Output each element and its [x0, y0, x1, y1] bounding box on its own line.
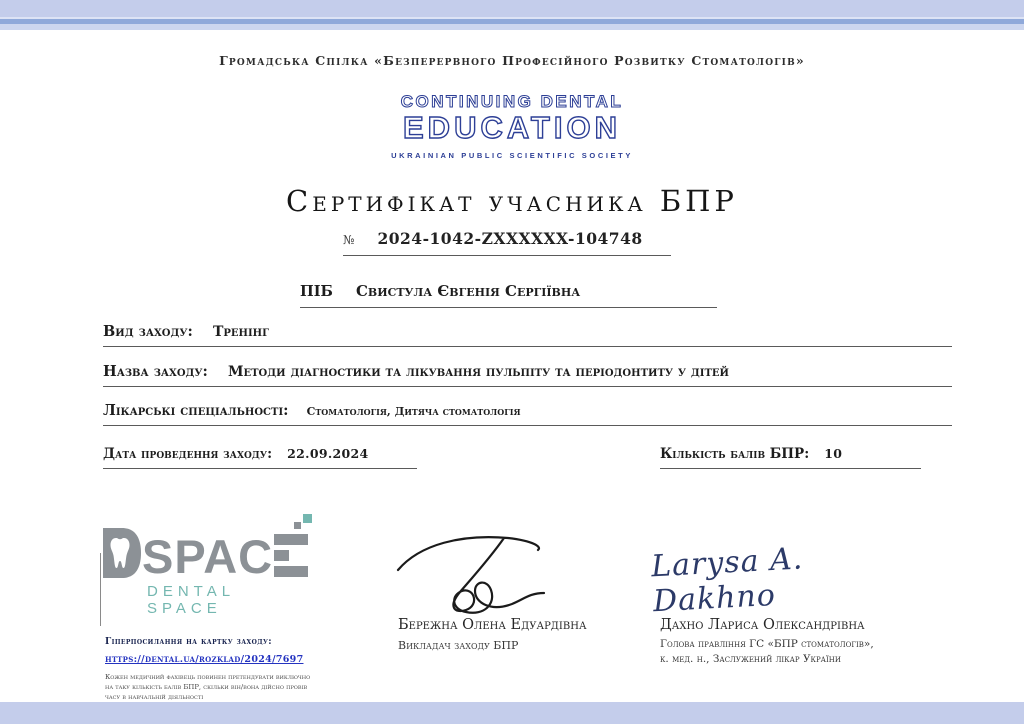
certificate-number: 2024-1042-ZXXXXXX-104748	[377, 229, 643, 248]
signer2-name: Дахно Лариса Олександрівна	[660, 617, 865, 633]
bpr-points-row	[660, 443, 921, 469]
specialties-label: Лікарські спеціальності:	[103, 402, 289, 419]
event-date-label: Дата проведення заходу:	[103, 446, 273, 462]
name-label: ПІБ	[300, 283, 333, 300]
signer2-role-line2: к. мед. н., Заслужений лікар України	[660, 653, 841, 665]
event-card-link[interactable]: https://dental.ua/rozklad/2024/7697	[105, 654, 304, 665]
event-link-label: Гіперпосилання на картку заходу:	[105, 637, 272, 647]
disclaimer-line: Кожен медичний фахівець повинен претендувати виключно	[105, 673, 311, 681]
bpr-points-value: 10	[824, 446, 843, 461]
signer1-name: Бережна Олена Едуардівна	[398, 617, 587, 633]
certificate-number-row	[343, 229, 671, 256]
specialties-value: Стоматологія, Дитяча стоматологія	[306, 405, 521, 418]
bpr-disclaimer	[105, 672, 315, 703]
event-name-value: Методи діагностики та лікування пульпіту та періодонтиту у дітей	[227, 364, 729, 380]
cde-logo-line1: CONTINUING DENTAL	[400, 92, 624, 111]
dspace-letters: SPAC	[142, 529, 274, 583]
signer1-role: Викладач заходу БПР	[398, 639, 519, 652]
event-type-row	[103, 321, 952, 347]
top-border-band	[0, 0, 1024, 17]
dspace-wordmark	[103, 514, 313, 583]
disclaimer-line: часу в навчальній діяльності	[105, 693, 204, 702]
participant-name: Свистула Євгенія Сергіївна	[355, 282, 581, 300]
event-date-value: 22.09.2024	[287, 446, 369, 461]
cde-logo-line3: UKRAINIAN PUBLIC SCIENTIFIC SOCIETY	[391, 151, 633, 160]
dspace-subtitle: DENTAL SPACE	[147, 583, 235, 617]
bpr-points-label: Кількість балів БПР:	[660, 446, 810, 462]
event-name-row	[103, 361, 952, 387]
participant-name-row	[300, 281, 717, 308]
specialties-row	[103, 400, 952, 426]
cde-logo-line2: EDUCATION	[403, 110, 621, 145]
certificate-title: Сертифікат учасника БПР	[286, 184, 738, 218]
bottom-border-band	[0, 702, 1024, 724]
event-type-label: Вид заходу:	[103, 323, 193, 340]
cde-logo	[0, 92, 1024, 160]
signer2-role-line1: Голова правління ГС «БПР стоматологів»,	[660, 638, 874, 650]
society-name: Громадська Спілка «Безперервного Професійного Розвитку Стоматологів»	[219, 53, 805, 68]
event-type-value: Тренінг	[212, 324, 269, 340]
dspace-block-e-icon	[274, 514, 312, 578]
event-date-row	[103, 443, 417, 469]
disclaimer-line: на таку кількість балів БПР, скільки він/вона дійсно провів	[105, 683, 308, 692]
top-border-band-fade	[0, 24, 1024, 30]
number-sign: №	[343, 233, 355, 247]
tooth-icon	[103, 528, 141, 578]
signature-berezhna-icon	[392, 530, 552, 615]
dspace-logo	[103, 514, 313, 617]
signature-dakhno: Larysa A. Dakhno	[650, 541, 805, 620]
event-link-block	[105, 637, 315, 703]
event-name-label: Назва заходу:	[103, 363, 208, 380]
vertical-divider	[100, 553, 101, 626]
